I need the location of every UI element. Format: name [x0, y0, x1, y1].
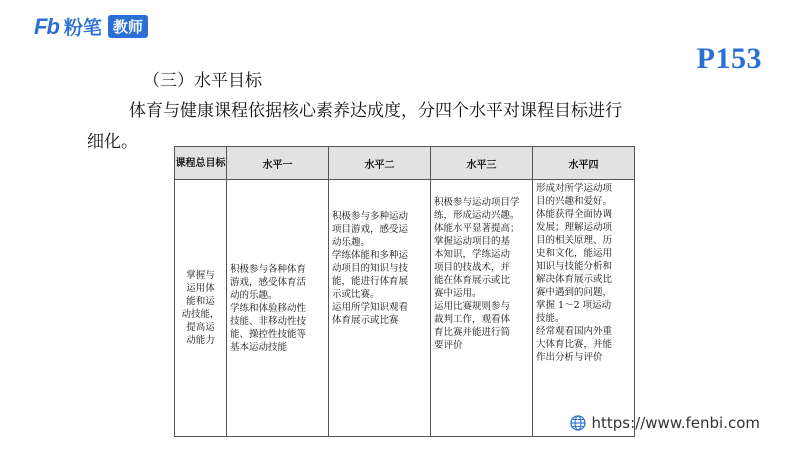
brand-name: 粉笔: [63, 17, 102, 39]
cell-text-line: 裁判工作，观看体: [434, 314, 511, 325]
cell-text-line: 育比赛并能进行简: [434, 327, 511, 338]
cell-text-line: 体育展示或比赛: [332, 315, 399, 326]
header-level-3: 水平三: [431, 147, 533, 180]
cell-text-line: 技能、非移动性技: [230, 315, 307, 327]
cell-level-3: [431, 180, 533, 437]
level-goals-table: [174, 146, 635, 437]
cell-text-line: 示或比赛。: [332, 289, 380, 300]
cell-text-line: 形成对所学运动项: [536, 183, 613, 194]
cell-text-line: 项目的技战术，并: [434, 262, 511, 273]
header-course-goal: 课程总目标: [175, 147, 227, 180]
table-header-row: [175, 147, 635, 180]
cell-text-line: 掌握与: [186, 270, 215, 281]
cell-text-line: 动乐趣。: [332, 237, 371, 248]
intro-line-2: 细化。: [87, 132, 138, 152]
cell-text-line: 史和文化，能运用: [536, 248, 613, 259]
cell-text-line: 项目游戏，感受运: [332, 224, 409, 235]
cell-text-line: 积极参与各种体育: [230, 263, 307, 275]
cell-text-line: 大体育比赛，并能: [536, 339, 613, 350]
cell-text-line: 学练和体验移动性: [230, 302, 307, 314]
page-number: P153: [696, 42, 762, 75]
cell-text-line: 能和运: [186, 296, 215, 307]
cell-level-2: [329, 180, 431, 437]
header-level-1: 水平一: [227, 147, 329, 180]
brand-logo: [34, 13, 148, 40]
cell-text-line: 掌握 1～2 项运动: [536, 300, 612, 311]
cell-text-line: 体能获得全面协调: [536, 209, 613, 220]
header-level-4: 水平四: [533, 147, 635, 180]
cell-text-line: 知识与技能分析和: [536, 261, 613, 272]
cell-text-line: 体能水平显著提高；: [434, 223, 520, 234]
cell-text-line: 动能力: [186, 335, 215, 346]
cell-text-line: 目的相关原理、历: [536, 235, 613, 246]
cell-text-line: 运用体: [186, 283, 215, 294]
cell-text-line: 赛中遇到的问题，: [536, 287, 613, 298]
cell-level-4: [533, 180, 635, 437]
section-title: （三）水平目标: [143, 71, 262, 91]
cell-text-line: 运用比赛规则参与: [434, 301, 511, 312]
cell-text-line: 能在体育展示或比: [434, 275, 511, 286]
header-level-2: 水平二: [329, 147, 431, 180]
cell-text-line: 能，能进行体育展: [332, 276, 409, 287]
cell-text-line: 作出分析与评价: [536, 352, 603, 363]
cell-text-line: 掌握运动项目的基: [434, 236, 511, 247]
cell-text-line: 能、操控性技能等: [230, 328, 307, 340]
cell-text-line: 技能。: [536, 313, 565, 324]
cell-level-1: [227, 180, 329, 437]
cell-text-line: 练，形成运动兴趣。: [434, 210, 520, 221]
cell-text-line: 经常观看国内外重: [536, 326, 613, 337]
cell-text-line: 本知识，学练运动: [434, 249, 511, 260]
table-row: [175, 180, 635, 437]
cell-text-line: 解决体育展示或比: [536, 274, 613, 285]
cell-text-line: 基本运动技能: [230, 341, 288, 353]
cell-course-goal: [175, 180, 227, 437]
footer: [570, 414, 760, 432]
cell-text-line: 运用所学知识观看: [332, 302, 409, 313]
cell-text-line: 动技能，: [181, 309, 220, 320]
globe-icon: [570, 415, 586, 431]
website-url[interactable]: https://www.fenbi.com: [591, 414, 760, 432]
cell-text-line: 动项目的知识与技: [332, 263, 409, 274]
cell-text-line: 学练体能和多种运: [332, 250, 409, 261]
cell-text-line: 积极参与多种运动: [332, 211, 409, 222]
brand-badge: 教师: [108, 15, 148, 38]
cell-text-line: 积极参与运动项目学: [434, 197, 520, 208]
cell-text-line: 游戏，感受体育活: [230, 276, 307, 288]
cell-text-line: 发展；理解运动项: [536, 222, 613, 233]
cell-text-line: 目的兴趣和爱好。: [536, 196, 613, 207]
cell-text-line: 提高运: [186, 322, 215, 333]
cell-text-line: 赛中运用。: [434, 288, 482, 299]
cell-text-line: 动的乐趣。: [230, 289, 278, 301]
cell-text-line: 要评价: [434, 340, 463, 351]
intro-line-1: 体育与健康课程依据核心素养达成度，分四个水平对课程目标进行: [129, 101, 622, 121]
fb-logo-mark: Fb: [34, 13, 59, 39]
